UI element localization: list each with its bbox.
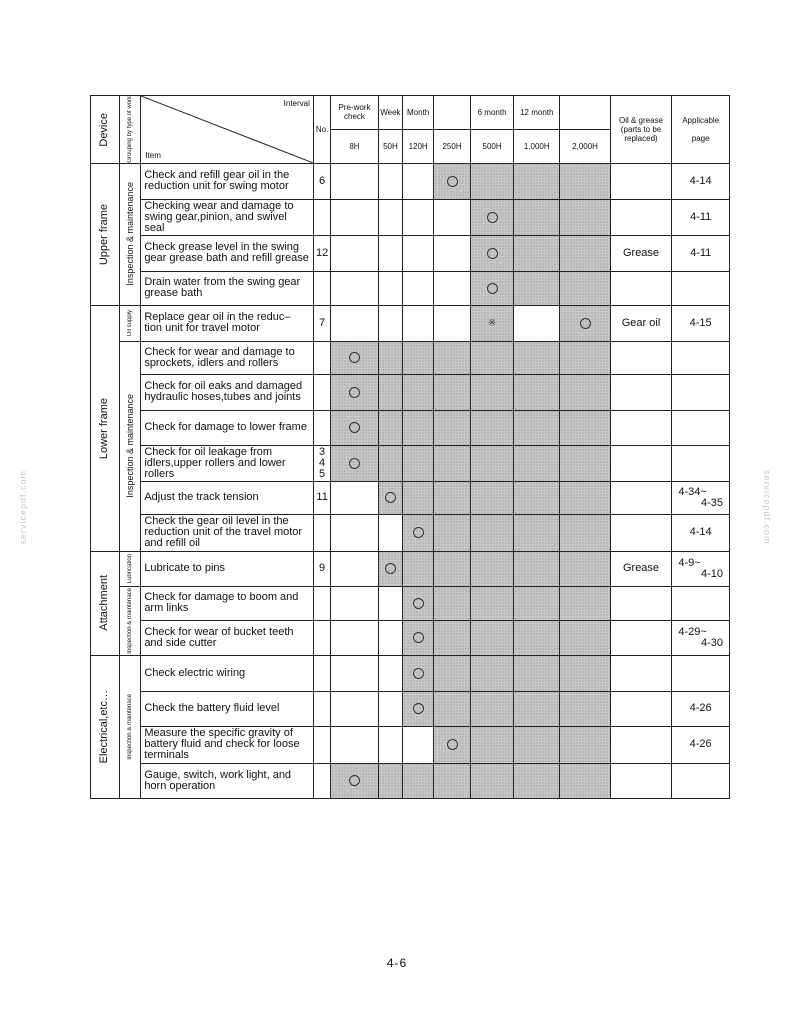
table-row	[91, 586, 730, 620]
circle-mark	[349, 422, 360, 433]
cell-50h	[378, 514, 403, 551]
table-row	[91, 410, 730, 445]
oil-cell	[610, 586, 672, 620]
item-no: 12	[313, 235, 330, 271]
group-electrical-inspection: Inspection & maintenace	[119, 655, 141, 798]
page-cell: 4-15	[672, 305, 730, 341]
item-text: Drain water from the swing gear grease bath	[141, 271, 314, 305]
cell-120h	[403, 726, 434, 763]
cell-250h	[434, 726, 471, 763]
cell-2000h	[560, 551, 610, 586]
cell-1000h	[514, 410, 560, 445]
header-interval-item	[141, 96, 314, 164]
item-text: Check for wear and damage to sprockets, idlers and rollers	[141, 341, 314, 374]
table-row	[91, 726, 730, 763]
cell-120h	[403, 374, 434, 410]
cell-250h	[434, 655, 471, 691]
cell-250h	[434, 410, 471, 445]
item-no: 9	[313, 551, 330, 586]
cell-1000h	[514, 235, 560, 271]
item-no	[313, 655, 330, 691]
cell-8h	[331, 410, 378, 445]
cell-250h	[434, 199, 471, 235]
cell-8h	[331, 445, 378, 481]
cell-120h	[403, 445, 434, 481]
cell-500h	[471, 481, 514, 514]
page-cell: 4-14	[672, 163, 730, 199]
oil-cell	[610, 341, 672, 374]
group-lower-inspection: Inspection & maintenance	[119, 341, 141, 551]
cell-1000h	[514, 374, 560, 410]
cell-50h	[378, 655, 403, 691]
item-no	[313, 374, 330, 410]
page-number: 4-6	[386, 956, 408, 970]
circle-mark	[413, 527, 424, 538]
cell-120h	[403, 481, 434, 514]
cell-120h	[403, 163, 434, 199]
watermark-right: servicepdf.com	[762, 470, 772, 545]
page-cell	[672, 374, 730, 410]
cell-120h	[403, 199, 434, 235]
cell-120h	[403, 586, 434, 620]
cell-50h	[378, 726, 403, 763]
table-row	[91, 445, 730, 481]
cell-50h	[378, 163, 403, 199]
cell-50h	[378, 235, 403, 271]
circle-mark	[487, 248, 498, 259]
header-prework: Pre-work check	[331, 96, 378, 130]
cell-2000h	[560, 691, 610, 726]
circle-mark	[580, 318, 591, 329]
cell-500h	[471, 235, 514, 271]
circle-mark	[413, 668, 424, 679]
page-cell	[672, 763, 730, 798]
cell-500h	[471, 586, 514, 620]
table-row	[91, 481, 730, 514]
cell-8h	[331, 271, 378, 305]
cell-120h	[403, 620, 434, 655]
header-2000h: 2,000H	[560, 129, 610, 163]
cell-1000h	[514, 199, 560, 235]
circle-mark	[413, 598, 424, 609]
cell-120h	[403, 691, 434, 726]
header-device: Device	[91, 96, 120, 164]
cell-500h	[471, 763, 514, 798]
page-line-2: 4-35	[700, 496, 723, 509]
page-cell: 4-14	[672, 514, 730, 551]
page-cell	[672, 586, 730, 620]
table-row	[91, 620, 730, 655]
cell-250h	[434, 374, 471, 410]
cell-500h	[471, 620, 514, 655]
item-text: Gauge, switch, work light, and horn operation	[141, 763, 314, 798]
oil-cell: Gear oil	[610, 305, 672, 341]
cell-500h	[471, 341, 514, 374]
oil-cell	[610, 271, 672, 305]
oil-cell	[610, 726, 672, 763]
cell-2000h	[560, 271, 610, 305]
table-row	[91, 235, 730, 271]
circle-mark	[487, 283, 498, 294]
cell-8h	[331, 655, 378, 691]
cell-8h	[331, 163, 378, 199]
item-text: Check for oil eaks and damaged hydraulic hoses,tubes and joints	[141, 374, 314, 410]
cell-2000h	[560, 620, 610, 655]
page-cell	[672, 341, 730, 374]
item-text: Check for wear of bucket teeth and side cutter	[141, 620, 314, 655]
circle-mark	[413, 632, 424, 643]
circle-mark	[349, 458, 360, 469]
oil-cell	[610, 199, 672, 235]
cell-250h	[434, 551, 471, 586]
oil-cell	[610, 763, 672, 798]
cell-1000h	[514, 445, 560, 481]
item-text: Check the battery fluid level	[141, 691, 314, 726]
cell-500h	[471, 514, 514, 551]
cell-1000h	[514, 341, 560, 374]
watermark-left: servicepdf.com	[18, 470, 28, 545]
cell-2000h	[560, 586, 610, 620]
oil-cell	[610, 481, 672, 514]
item-text: Replace gear oil in the reduc– tion unit for travel motor	[141, 305, 314, 341]
header-applicable-page: Applicable page	[672, 96, 730, 164]
device-attachment: Attachment	[91, 551, 120, 655]
item-no: 7	[313, 305, 330, 341]
cell-8h	[331, 305, 378, 341]
circle-mark	[385, 563, 396, 574]
item-text: Check for damage to boom and arm links	[141, 586, 314, 620]
oil-cell	[610, 514, 672, 551]
cell-1000h	[514, 163, 560, 199]
circle-mark	[487, 212, 498, 223]
cell-2000h	[560, 163, 610, 199]
cell-250h	[434, 305, 471, 341]
header-blank	[434, 96, 471, 130]
item-no: 11	[313, 481, 330, 514]
cell-500h	[471, 655, 514, 691]
item-no	[313, 341, 330, 374]
cell-50h	[378, 620, 403, 655]
cell-8h	[331, 726, 378, 763]
item-text: Check grease level in the swing gear grease bath and refill grease	[141, 235, 314, 271]
header-oil-grease: Oil & grease (parts to be replaced)	[610, 96, 672, 164]
cell-500h	[471, 726, 514, 763]
cell-250h	[434, 514, 471, 551]
header-250h: 250H	[434, 129, 471, 163]
device-upper-frame: Upper frame	[91, 163, 120, 305]
cell-50h	[378, 410, 403, 445]
cell-2000h	[560, 374, 610, 410]
cell-50h	[378, 199, 403, 235]
cell-120h	[403, 763, 434, 798]
header-50h: 50H	[378, 129, 403, 163]
oil-cell	[610, 655, 672, 691]
cell-2000h	[560, 341, 610, 374]
item-text: Check the gear oil level in the reduction unit of the travel motor and refill oil	[141, 514, 314, 551]
cell-1000h	[514, 586, 560, 620]
cell-500h	[471, 445, 514, 481]
cell-50h	[378, 481, 403, 514]
header-month: Month	[403, 96, 434, 130]
page-line-2: 4-10	[700, 567, 723, 580]
header-week: Week	[378, 96, 403, 130]
cell-1000h	[514, 271, 560, 305]
cell-120h	[403, 551, 434, 586]
cell-1000h	[514, 514, 560, 551]
page-line-2: 4-30	[700, 636, 723, 649]
cell-250h	[434, 271, 471, 305]
circle-mark	[349, 775, 360, 786]
cell-2000h	[560, 305, 610, 341]
header-6month: 6 month	[471, 96, 514, 130]
cell-500h	[471, 691, 514, 726]
cell-2000h	[560, 726, 610, 763]
cell-120h	[403, 655, 434, 691]
oil-cell	[610, 410, 672, 445]
cell-2000h	[560, 763, 610, 798]
item-no-4: 4	[319, 456, 326, 469]
item-text: Adjust the track tension	[141, 481, 314, 514]
cell-2000h	[560, 235, 610, 271]
oil-cell	[610, 445, 672, 481]
cell-250h	[434, 763, 471, 798]
group-attachment-lubrication: Lubrication	[119, 551, 141, 586]
header-grouping: Grouping by type of work	[119, 96, 141, 164]
item-no	[313, 271, 330, 305]
cell-50h	[378, 551, 403, 586]
table-row	[91, 199, 730, 235]
maintenance-schedule-sheet	[90, 95, 730, 799]
page-cell: 4-26	[672, 726, 730, 763]
header-8h: 8H	[331, 129, 378, 163]
cell-250h	[434, 341, 471, 374]
cell-120h	[403, 514, 434, 551]
cell-1000h	[514, 763, 560, 798]
page-cell	[672, 410, 730, 445]
item-no	[313, 620, 330, 655]
cell-120h	[403, 305, 434, 341]
oil-cell: Grease	[610, 551, 672, 586]
table-row	[91, 691, 730, 726]
star-mark: ※	[487, 317, 497, 329]
cell-8h	[331, 691, 378, 726]
cell-120h	[403, 235, 434, 271]
item-no	[313, 691, 330, 726]
cell-250h	[434, 620, 471, 655]
item-text: Lubricate to pins	[141, 551, 314, 586]
cell-500h	[471, 163, 514, 199]
circle-mark	[349, 352, 360, 363]
cell-8h	[331, 374, 378, 410]
cell-250h	[434, 235, 471, 271]
cell-50h	[378, 341, 403, 374]
table-row	[91, 271, 730, 305]
header-1000h: 1,000H	[514, 129, 560, 163]
cell-500h	[471, 410, 514, 445]
cell-50h	[378, 763, 403, 798]
item-no	[313, 514, 330, 551]
header-blank-2	[560, 96, 610, 130]
oil-cell	[610, 620, 672, 655]
cell-1000h	[514, 620, 560, 655]
item-text: Check for damage to lower frame	[141, 410, 314, 445]
cell-8h	[331, 551, 378, 586]
cell-8h	[331, 620, 378, 655]
cell-1000h	[514, 726, 560, 763]
cell-500h	[471, 271, 514, 305]
circle-mark	[447, 739, 458, 750]
device-electrical: Electrical,etc…	[91, 655, 120, 798]
cell-2000h	[560, 445, 610, 481]
table-row	[91, 374, 730, 410]
group-attachment-inspection: Inspection & maintenace	[119, 586, 141, 655]
cell-250h	[434, 691, 471, 726]
page-line-1: 4-34~	[678, 485, 707, 498]
oil-cell: Grease	[610, 235, 672, 271]
page-cell	[672, 551, 730, 586]
cell-2000h	[560, 655, 610, 691]
cell-1000h	[514, 305, 560, 341]
cell-8h	[331, 199, 378, 235]
cell-250h	[434, 586, 471, 620]
page-line-1: 4-29~	[678, 625, 707, 638]
page-cell	[672, 445, 730, 481]
circle-mark	[349, 387, 360, 398]
circle-mark	[385, 492, 396, 503]
page-cell	[672, 271, 730, 305]
oil-cell	[610, 374, 672, 410]
cell-8h	[331, 341, 378, 374]
circle-mark	[413, 703, 424, 714]
cell-1000h	[514, 691, 560, 726]
cell-50h	[378, 691, 403, 726]
cell-250h	[434, 163, 471, 199]
maintenance-table	[90, 95, 730, 799]
item-no	[313, 199, 330, 235]
page-cell: 4-26	[672, 691, 730, 726]
group-lower-oil-supply: Oil supply	[119, 305, 141, 341]
device-lower-frame: Lower frame	[91, 305, 120, 551]
page-cell	[672, 620, 730, 655]
table-row	[91, 551, 730, 586]
cell-8h	[331, 514, 378, 551]
cell-500h	[471, 305, 514, 341]
table-row	[91, 341, 730, 374]
cell-2000h	[560, 410, 610, 445]
page-line-1: 4-9~	[678, 556, 701, 569]
item-no-3: 3	[319, 445, 326, 458]
cell-120h	[403, 410, 434, 445]
cell-50h	[378, 445, 403, 481]
header-interval: Interval	[283, 99, 310, 108]
header-item: Item	[145, 150, 161, 160]
cell-8h	[331, 586, 378, 620]
item-no	[313, 726, 330, 763]
page-cell: 4-11	[672, 199, 730, 235]
cell-8h	[331, 235, 378, 271]
item-no	[313, 410, 330, 445]
page-cell: 4-11	[672, 235, 730, 271]
header-12month: 12 month	[514, 96, 560, 130]
cell-50h	[378, 271, 403, 305]
item-no: 6	[313, 163, 330, 199]
cell-500h	[471, 199, 514, 235]
circle-mark	[447, 176, 458, 187]
group-upper-inspection: Inspection & maintenance	[119, 163, 141, 305]
cell-50h	[378, 586, 403, 620]
cell-2000h	[560, 514, 610, 551]
item-text: Check electric wiring	[141, 655, 314, 691]
oil-cell	[610, 163, 672, 199]
cell-500h	[471, 374, 514, 410]
cell-8h	[331, 481, 378, 514]
cell-2000h	[560, 481, 610, 514]
cell-1000h	[514, 481, 560, 514]
cell-2000h	[560, 199, 610, 235]
table-row	[91, 163, 730, 199]
item-text: Check and refill gear oil in the reduction unit for swing motor	[141, 163, 314, 199]
page-cell	[672, 655, 730, 691]
table-row	[91, 305, 730, 341]
item-no	[313, 586, 330, 620]
item-text: Checking wear and damage to swing gear,pinion, and swivel seal	[141, 199, 314, 235]
item-no	[313, 445, 330, 481]
cell-500h	[471, 551, 514, 586]
cell-250h	[434, 481, 471, 514]
page-cell	[672, 481, 730, 514]
header-500h: 500H	[471, 129, 514, 163]
cell-120h	[403, 341, 434, 374]
item-text: Check for oil leakage from idlers,upper rollers and lower rollers	[141, 445, 314, 481]
table-row	[91, 514, 730, 551]
oil-cell	[610, 691, 672, 726]
table-row	[91, 763, 730, 798]
cell-1000h	[514, 551, 560, 586]
header-no: No.	[313, 96, 330, 164]
cell-120h	[403, 271, 434, 305]
cell-250h	[434, 445, 471, 481]
cell-50h	[378, 305, 403, 341]
cell-8h	[331, 763, 378, 798]
item-text: Measure the specific gravity of battery fluid and check for loose terminals	[141, 726, 314, 763]
cell-50h	[378, 374, 403, 410]
cell-1000h	[514, 655, 560, 691]
table-row	[91, 655, 730, 691]
header-120h: 120H	[403, 129, 434, 163]
item-no-5: 5	[319, 467, 326, 480]
item-no	[313, 763, 330, 798]
